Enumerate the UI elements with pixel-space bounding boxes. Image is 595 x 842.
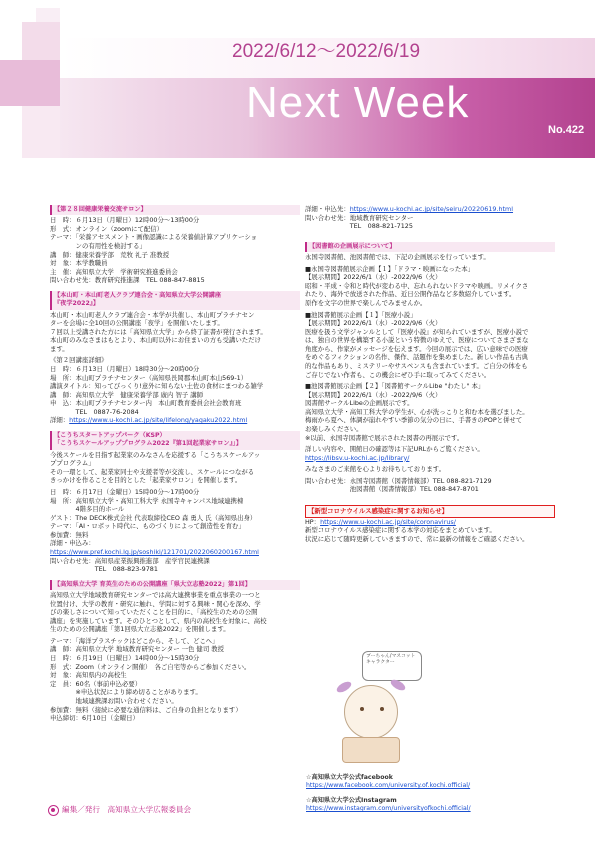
text-line: 地域連携課お問い合わせください。	[50, 696, 178, 705]
text-line: 参加費：無料	[50, 530, 89, 539]
text-line: ご存じでない作者も、この機会にぜひ手に取ってみてください。	[305, 370, 491, 379]
library-closing: みなさまのご来館を心よりお待ちしております。	[305, 465, 446, 474]
section-lines	[50, 637, 300, 723]
risshijuku-detail-link[interactable]: https://www.u-kochi.ac.jp/site/seiru/20220619.html	[349, 205, 514, 213]
library-more: 詳しい内容や、開館日の確認等は下記URLからご覧ください。	[305, 445, 484, 454]
text-line: 問い合わせ先：地域教育研究センター	[305, 213, 414, 222]
section-lines	[305, 399, 555, 442]
text-line: 定 員：60名（事前申込必要）	[50, 679, 142, 688]
text-line: れたり、海外で放送された作品、近日公開作品など多数紹介しています。	[305, 290, 516, 299]
section-lines	[305, 526, 555, 543]
instagram-block	[306, 797, 556, 814]
text-line: お楽しみください。	[305, 425, 363, 434]
mascot-body	[342, 737, 400, 763]
text-line: 高知県立大学地域教育研究センターでは高大連携事業を重点事業の一つと	[50, 591, 261, 600]
yagaku-detail-link[interactable]: https://www.u-kochi.ac.jp/site/lifelong/yagaku2022.html	[69, 416, 248, 425]
text-line: 今後スケールを目指す起業家のみなさんを応援する「こうちスケールアッ	[50, 450, 261, 459]
section-heading: 【第２８回健康栄養交流サロン】	[50, 205, 300, 215]
text-line: 新型コロナウイルス感染症に関する本学の対応をまとめています。	[305, 526, 496, 535]
section-heading: 【図書館の企画展示について】	[305, 242, 555, 252]
exhibit-title: ■池図書館展示企画【１】「医療小説」	[305, 310, 417, 319]
text-line: 講演タイトル：知ってびっくり!意外に知らない土佐の食材にまつわる雑学	[50, 382, 264, 391]
text-line: 場 所：高知県立大学・高知工科大学 永国寺キャンパス地域連携棟	[50, 496, 244, 505]
link-label: 詳細：	[50, 416, 70, 425]
mascot-eye	[360, 707, 364, 711]
section-lines	[305, 282, 555, 308]
section-heading	[50, 431, 300, 450]
text-line: 《第２回講座詳細》	[50, 356, 108, 365]
text-line: びの楽しさについて知っていただくことを目的に、「高校生のための公開	[50, 608, 258, 617]
exhibit-period: 【展示期間】2022/6/1（水）-2022/9/6（火）	[305, 273, 442, 282]
footer	[48, 804, 191, 816]
section-heading	[50, 291, 300, 310]
text-line: 日 時：６月13日（月曜日）18時30分～20時00分	[50, 364, 200, 373]
text-line: きっかけを作ることを目的とした「起業家サロン」を開催します。	[50, 476, 242, 485]
text-line: 生のための公開講座「第1回県大立志塾2022」を開催します。	[50, 625, 230, 634]
text-line: 申 込：本山町プラチナセンター内 本山町教育委員会社会教育班	[50, 399, 242, 408]
text-line: テーマ：「AI・ロボット時代に、ものづくりによって創造性を育む」	[50, 522, 245, 531]
detail-link-row	[305, 205, 555, 214]
library-contact: 問い合わせ先：永国寺図書館（図書情報部）TEL 088-821-7129	[305, 476, 492, 485]
section-heading-line: 『夜学2022』】	[54, 300, 100, 308]
newsletter-header	[0, 0, 595, 168]
decorative-square	[36, 8, 60, 22]
decorative-square	[0, 60, 60, 106]
text-line: TEL 0887-76-2084	[50, 407, 139, 416]
event-block-nutrition-salon	[50, 205, 300, 285]
text-line: 本山町のみなさまはもとより、本山町以外にお住まいの方も受講いただけ	[50, 336, 261, 345]
library-intro: 永国寺図書館、池図書館では、下記の企画展示を行っています。	[305, 253, 490, 262]
text-line: 対 象：本学教職員	[50, 259, 108, 268]
section-heading-line: 【本山町・本山町老人クラブ連合会・高知県立大学公開講座	[54, 291, 222, 299]
text-line: ます。	[50, 344, 69, 353]
text-line: 図書館サークルLibeの企画展示です。	[305, 399, 414, 408]
library-link[interactable]: https://libsv.u-kochi.ac.jp/library/	[305, 453, 410, 462]
text-line: 原作を文字の世界で楽しんでみませんか。	[305, 298, 427, 307]
text-line: ターを会場に全10回の公開講座「夜学」を開催いたします。	[50, 319, 224, 328]
covid-link[interactable]: https://www.u-kochi.ac.jp/site/coronavirus/	[320, 517, 456, 526]
event-block-yagaku	[50, 291, 300, 425]
exhibit-title: ■池図書館展示企画【２】「図書館サークルLibe "わたし" 本」	[305, 382, 485, 391]
text-line: 形 式：Zoom（オンライン開催） 各ご自宅等からご参加ください。	[50, 662, 251, 671]
decorative-square	[22, 106, 60, 158]
text-line: 講 師：高知県立大学 健康栄養学部 廣内 智子 講師	[50, 390, 204, 399]
exhibit-period: 【展示期間】2022/6/1（水）-2022/9/6（火）	[305, 319, 442, 328]
text-line: その一環として、起業家同士や支援者等が交流し、スケールにつながる	[50, 467, 255, 476]
facebook-label: ☆高知県立大学公式facebook	[306, 774, 393, 781]
section-lines	[305, 328, 555, 379]
covid-link-row	[305, 518, 555, 527]
section-heading: 【高知県立大学 育英生のための公開講座「県大立志塾2022」第1回】	[50, 580, 300, 590]
date-range: 2022/6/12～2022/6/19	[232, 41, 421, 62]
text-line: 形 式：オンライン（zoomにて配信）	[50, 224, 164, 233]
text-line: 場 所：本山町プラチナセンター（高知県長岡郡本山町本山569-1）	[50, 373, 248, 382]
page-title: Next Week	[246, 78, 470, 127]
university-logo-icon	[48, 805, 59, 816]
facebook-link[interactable]: https://www.facebook.com/university.of.kochi.official/	[306, 782, 471, 790]
text-line: 的な作品もあり、ミステリーやサスペンスも含まれています。ご自分の体をも	[305, 361, 528, 370]
risshijuku-continued	[305, 205, 555, 231]
text-line: 日 時：６月17日（金曜日）15時00分～17時00分	[50, 487, 200, 496]
decorative-square	[22, 22, 60, 60]
instagram-label: ☆高知県立大学公式Instagram	[306, 797, 397, 804]
section-lines	[50, 557, 300, 574]
mascot-head	[344, 685, 398, 739]
text-line: 高知県立大学・高知工科大学の学生が、心が洗っこりと和む本を選びました。	[305, 407, 529, 416]
link-label: 詳細・申込先：	[305, 205, 350, 213]
text-line: 講座」を実施しています。そのひとつとして、県内の高校生を対象に、高校	[50, 616, 267, 625]
issue-number: No.422	[548, 124, 585, 136]
text-line: 主 催：高知県立大学 学術研究推進委員会	[50, 267, 178, 276]
section-lines	[50, 591, 300, 634]
section-heading-line: 「こうちスケールアッププログラム2022『第1回起業家サロン』」】	[54, 440, 242, 448]
text-line: 日 時：６月19日（日曜日）14時00分～15時30分	[50, 654, 200, 663]
text-line: 講 師：高知県立大学 地域教育研究センター 一色 健司 教授	[50, 645, 225, 654]
facebook-block	[306, 774, 556, 791]
section-lines	[305, 214, 555, 231]
instagram-link[interactable]: https://www.instagram.com/universityofkochi.official/	[306, 805, 471, 813]
text-line: 状況に応じて随時更新していきますので、常に最新の情報をご確認ください。	[305, 534, 529, 543]
left-column	[50, 205, 300, 729]
text-line: 詳細・申込み：	[50, 539, 95, 548]
library-block	[305, 242, 555, 494]
section-lines	[50, 451, 300, 485]
text-line: ゲスト：The DECK株式会社 代表取締役CEO 森 勇人 氏（高知県出身）	[50, 513, 257, 522]
event-block-ksp	[50, 431, 300, 574]
text-line: TEL 088-821-7125	[305, 222, 413, 231]
footer-text: 編集／発行 高知県立大学広報委員会	[62, 805, 192, 814]
section-lines	[50, 488, 300, 548]
link-label: HP：	[305, 517, 321, 526]
text-line: 角度から、作家がメッセージを伝えます。今回の展示では、広い意味での医療	[305, 344, 528, 353]
text-line: 問い合わせ先：高知県産業振興推進部 産学官民連携課	[50, 556, 210, 565]
text-line: 昭和・平成・令和と時代が変わる中、忘れられないドラマや映画。リメイクさ	[305, 281, 529, 290]
right-column	[305, 205, 555, 549]
text-line: 対 象：高知県内の高校生	[50, 671, 127, 680]
text-line: ※以前、永国寺図書館で展示された図書の再展示です。	[305, 433, 464, 442]
text-line: TEL 088-823-9781	[50, 565, 158, 574]
text-line: は、独自の世界を構築する小説という特徴のゆえで、医療についてさまざまな	[305, 336, 529, 345]
text-line: テーマ：「海洋プラスチックはどこから、そして、どこへ」	[50, 636, 219, 645]
exhibit-title: ■永国寺図書館展示企画【１】「ドラマ・映画になった本」	[305, 264, 474, 273]
event-block-risshijuku	[50, 580, 300, 723]
text-line: ７回以上受講された方には「高知県立大学」から終了証書が発行されます。	[50, 327, 267, 336]
text-line: 講 師：健康栄養学部 荒牧 礼子 准教授	[50, 250, 170, 259]
text-line: 問い合わせ先：教育研究推進課 TEL 088-847-8815	[50, 276, 205, 285]
text-line: 本山町・本山町老人クラブ連合会・本学が共催し、本山町プラチナセン	[50, 310, 255, 319]
text-line: ププログラム」	[50, 459, 95, 468]
covid-block	[305, 505, 555, 543]
text-line: 梅雨から夏へ、体調が崩れやすい季節の気分の日に、手書きのPOPと併せて	[305, 416, 523, 425]
text-line: 参加費：無料（接続に必要な通信料は、ご自身の負担となります）	[50, 705, 242, 714]
leaf-shape	[335, 680, 353, 695]
section-lines	[50, 216, 300, 285]
detail-link-row	[50, 416, 300, 425]
section-heading-line: 【こうちスタートアップパーク（KSP）	[54, 432, 166, 440]
text-line: をめぐるフィクションの名作、傑作、話題作を集めました。新しい作品も古典	[305, 353, 529, 362]
text-line: 位置付け、大学の教育・研究に触れ、学問に対する興味・関心を深め、学	[50, 599, 261, 608]
covid-heading: 【新型コロナウイルス感染症に関するお知らせ】	[305, 505, 555, 518]
text-line: 医療を扱う文学ジャンルとして『医療小説』が知られていますが、医療小説で	[305, 327, 529, 336]
text-line: ※申込状況により締め切ることがあります。	[50, 688, 202, 697]
text-line: 4階多目的ホール	[50, 505, 125, 514]
text-line: 日 時：６月13日（月曜日）12時00分～13時00分	[50, 216, 200, 225]
library-contact: 池図書館（図書情報部）TEL 088-847-8701	[305, 485, 479, 494]
section-lines	[50, 356, 300, 416]
text-line: テーマ：「栄養アセスメント・画像認識による栄養値計算アプリケーショ	[50, 233, 257, 242]
section-lines	[50, 311, 300, 354]
mascot-illustration	[318, 651, 423, 769]
exhibit-period: 【展示期間】2022/6/1（水）-2022/9/6（火）	[305, 390, 442, 399]
text-line: 申込締切：6月10日（金曜日）	[50, 714, 139, 723]
mascot-eye	[380, 707, 384, 711]
text-line: ンの有用性を検討する」	[50, 242, 146, 251]
ksp-detail-link[interactable]: https://www.pref.kochi.lg.jp/soshiki/121701/2022060200167.html	[50, 547, 259, 556]
speech-bubble: ブーちゃん/マスコット キャラクター	[362, 651, 422, 681]
